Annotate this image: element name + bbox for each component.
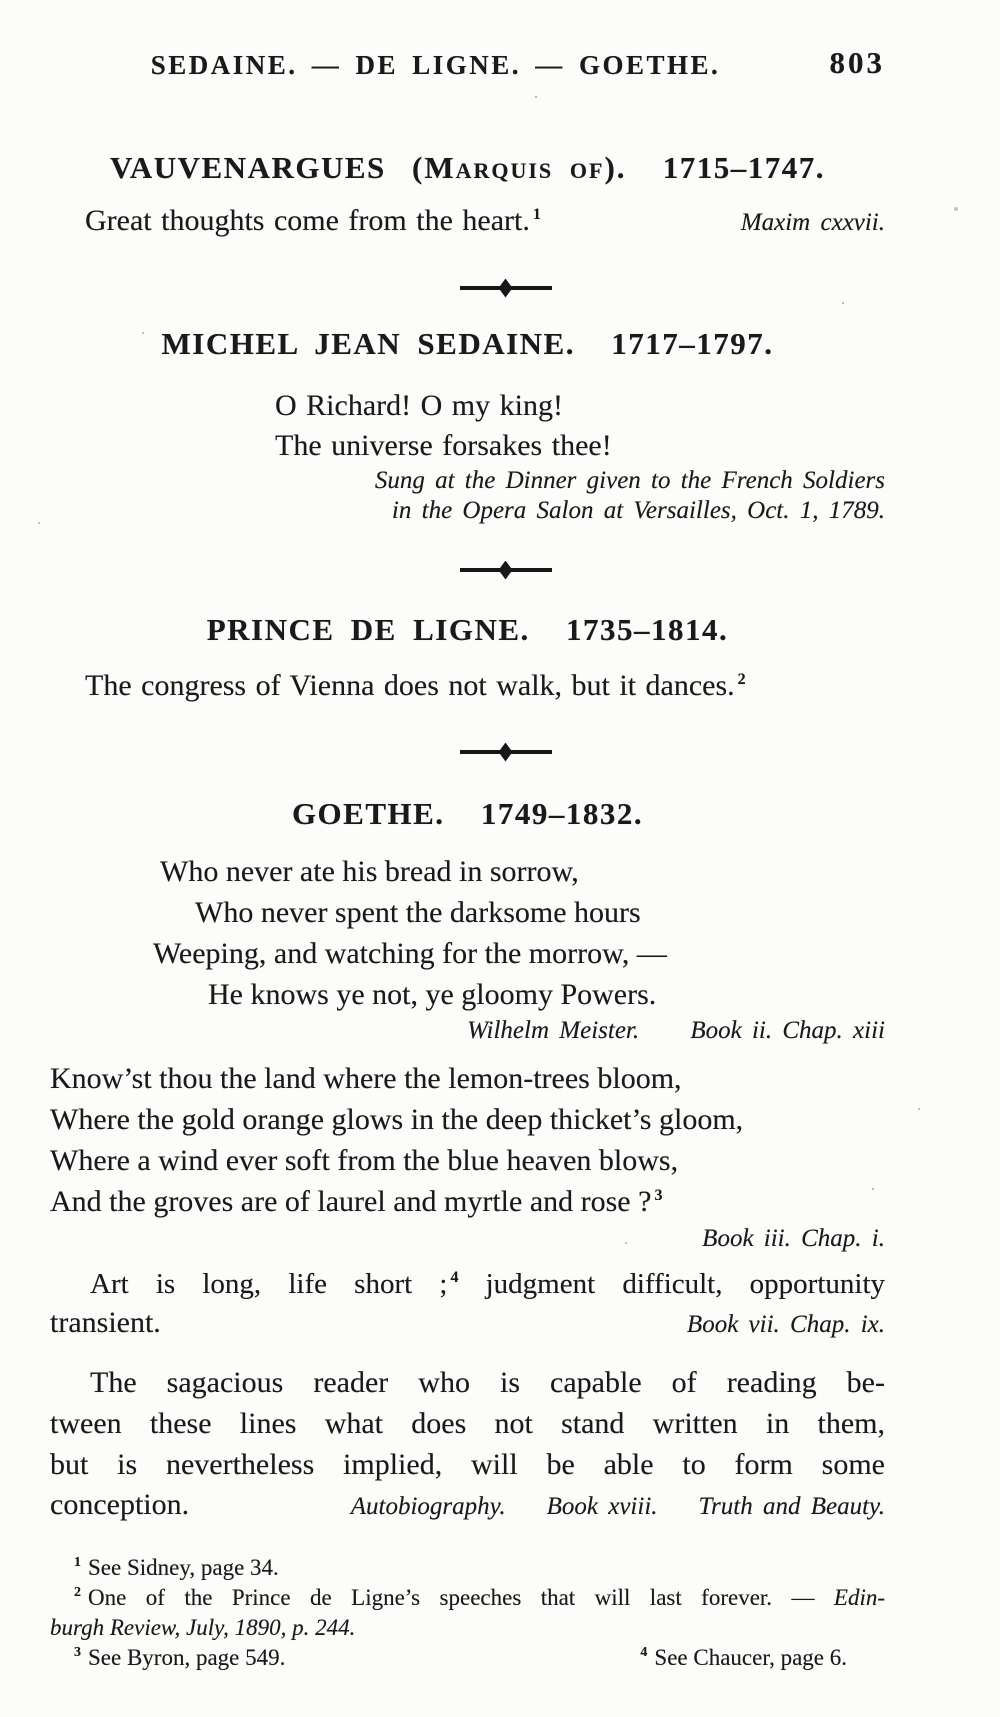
paragraph-text: conception. [50,1488,190,1521]
quote-vauvenargues [50,201,541,241]
quote-de-ligne [50,666,885,706]
footnotes [50,1553,885,1673]
citation-book-iii [50,1224,885,1254]
diamond-ornament-icon [499,561,513,580]
quote-text: Art is long, life short ; [90,1268,448,1300]
footnote-ref-1: 1 [532,206,541,223]
citation-line: Book iii. Chap. i. [702,1225,885,1252]
author-dates: 1749–1832. [480,796,644,831]
quote-text: transient. [50,1306,161,1339]
divider-line [511,568,552,572]
verse-text: And the groves are of laurel and myrtle and rose ? [50,1185,652,1218]
footnote-ref-3: 3 [654,1187,663,1204]
quote-text: Great thoughts come from the heart. [85,204,530,237]
quote-row-vauvenargues [50,201,885,241]
citation-book-vii: Book vii. Chap. ix. [686,1311,885,1338]
author-name: VAUVENARGUES [109,150,386,185]
verse-line: Who never ate his bread in sorrow, [160,855,579,888]
citation-line: Wilhelm Meister. Book ii. Chap. xiii [467,1017,885,1044]
footnote-text: See Byron, page 549. [88,1645,286,1670]
footnote-source: Edin- [833,1585,885,1610]
heading-sedaine [50,323,885,365]
heading-goethe [50,793,885,835]
footnote-marker: 4 [640,1645,648,1661]
diamond-ornament-icon [499,743,513,762]
quote-text: judgment difficult, opportunity [458,1268,886,1300]
citation-sedaine [50,466,885,526]
page-number: 803 [829,45,885,80]
footnote-2-continuation: burgh Review, July, 1890, p. 244. [50,1615,356,1640]
goethe-quote-art-line2 [50,1303,885,1343]
goethe-quote-mignon [50,1058,885,1222]
quote-text: The congress of Vienna does not walk, but it dances. [85,669,735,702]
citation-line: in the Opera Salon at Versailles, Oct. 1, 1789. [391,497,885,524]
footnote-text: One of the Prince de Ligne’s speeches that will last forever. — [88,1585,834,1610]
goethe-quote-art-line1 [50,1266,885,1303]
heading-de-ligne [50,609,885,651]
author-dates: 1715–1747. [662,150,826,185]
verse-line: Know’st thou the land where the lemon-trees bloom, [50,1062,682,1095]
paragraph-line: tween these lines what does not stand written in them, [50,1407,885,1440]
author-name: PRINCE DE LIGNE. [206,612,530,647]
verse-line: Where a wind ever soft from the blue heaven blows, [50,1144,679,1177]
footnote-2 [50,1583,885,1613]
scan-speckles [0,0,2,2]
footnote-row [50,1643,885,1673]
footnote-4 [640,1643,847,1673]
running-title: SEDAINE. — DE LIGNE. — GOETHE. [150,50,721,80]
citation-wilhelm-meister [50,1016,885,1046]
footnote-ref-4: 4 [450,1269,459,1287]
diamond-ornament-icon [499,279,513,298]
paragraph-line: but is nevertheless implied, will be able to form some [50,1448,885,1481]
goethe-paragraph-sagacious [50,1362,885,1525]
section-divider [460,742,552,762]
footnote-1 [50,1553,885,1583]
footnote-3 [50,1643,285,1673]
paragraph-last-row [50,1485,885,1525]
verse-sedaine [50,386,885,466]
verse-line: Where the gold orange glows in the deep thicket’s gloom, [50,1103,744,1136]
section-divider [460,560,552,580]
goethe-stanza [50,851,885,1015]
verse-line: The universe forsakes thee! [275,429,612,462]
divider-line [511,750,552,754]
author-dates: 1735–1814. [566,612,729,647]
verse-line [50,1181,885,1222]
divider-line [511,286,552,290]
divider-line [460,750,501,754]
author-name: GOETHE. [291,796,445,831]
verse-line: Weeping, and watching for the morrow, — [153,937,667,970]
author-name: MICHEL JEAN SEDAINE. [161,326,575,361]
author-dates: 1717–1797. [611,326,774,361]
divider-line [460,568,501,572]
running-header [50,45,885,87]
footnote-text: See Chaucer, page 6. [654,1645,847,1670]
footnote-ref-2: 2 [737,671,746,688]
verse-line: Who never spent the darksome hours [195,896,641,929]
paragraph-line: The sagacious reader who is capable of reading be- [90,1366,885,1399]
verse-line: He knows ye not, ye gloomy Powers. [208,978,657,1011]
citation-line: Sung at the Dinner given to the French Soldiers [374,467,885,494]
citation-autobiography: Autobiography. Book xviii. Truth and Beauty. [350,1493,885,1520]
divider-line [460,286,501,290]
footnote-marker: 2 [74,1585,81,1601]
footnote-text: See Sidney, page 34. [88,1555,279,1580]
verse-line: O Richard! O my king! [275,389,563,422]
author-qualifier: (Marquis of). [412,150,627,185]
footnote-marker: 1 [74,1555,81,1571]
citation-vauvenargues: Maxim cxxvii. [740,209,885,236]
heading-vauvenargues [50,147,885,189]
section-divider [460,278,552,298]
footnote-marker: 3 [74,1645,81,1661]
